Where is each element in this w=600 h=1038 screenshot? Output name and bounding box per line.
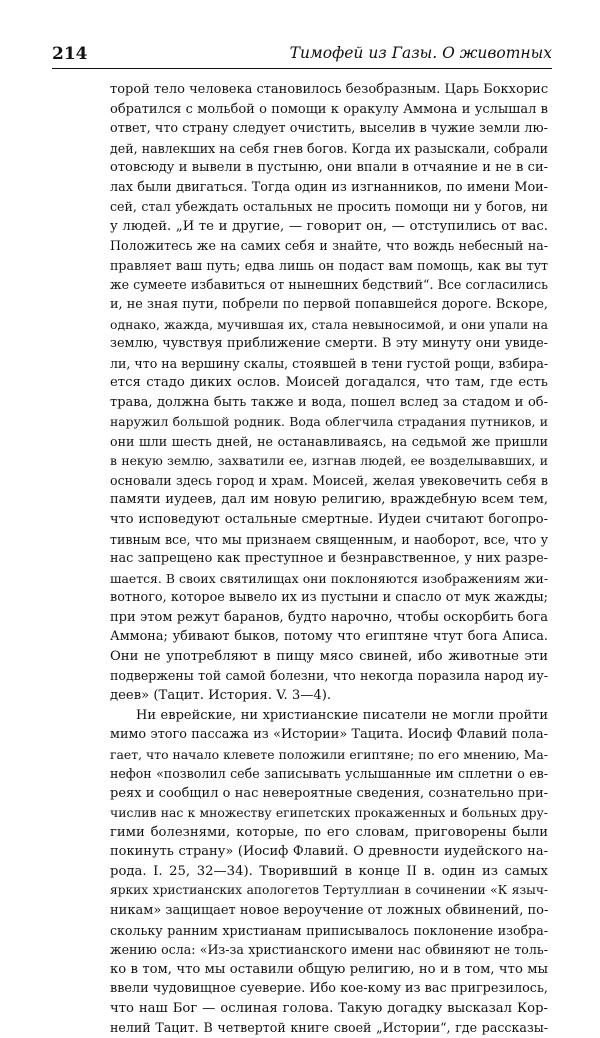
text-line: землю, чувствуя приближение смерти. В эту минуту они увиде- (110, 336, 548, 352)
text-line: покинуть страну» (Иосиф Флавий. О древности иудейского на- (110, 844, 548, 860)
text-line: однако, жажда, мучившая их, стала невыносимой, и они упали на (110, 316, 548, 332)
text-line: памяти иудеев, дал им новую религию, враждебную всем тем, (110, 492, 548, 508)
text-line: реях и сообщил о нас невероятные сведения, сознательно при- (110, 785, 548, 801)
running-title: Тимофей из Газы. О животных (289, 44, 552, 62)
text-line: ответ, что страну следует очистить, выселив в чужие земли лю- (110, 121, 548, 137)
text-line: основали здесь город и храм. Моисей, желая увековечить себя в (110, 472, 548, 488)
text-line: рода. I. 25, 32—34). Творивший в конце II в. один из самых (110, 863, 548, 879)
text-line: у людей. „И те и другие, — говорит он, — отступились от вас. (110, 218, 548, 234)
text-line: сей, стал убеждать остальных не просить помощи ни у богов, ни (110, 199, 548, 215)
text-line: числив нас к множеству египетских прокаженных и больных дру- (110, 805, 548, 821)
text-line: гими болезнями, которые, по его словам, приговорены были (110, 824, 548, 840)
text-line: тивным все, что мы признаем священным, и наоборот, все, что у (110, 531, 548, 547)
text-line: торой тело человека становилось безобразным. Царь Бокхорис (110, 82, 549, 97)
text-line: ввели чудовищное суеверие. Ибо кое-кому из вас пригрезилось, (110, 981, 548, 997)
text-line: ярких христианских апологетов Тертуллиан в сочинении «К языч- (110, 883, 548, 898)
text-line: наружил большой родник. Вода облегчила страдания путников, и (110, 414, 548, 430)
text-line: вотного, которое вывело их из пустыни и спасло от мук жажды; (110, 590, 548, 606)
text-line: ко в том, что мы оставили общую религию, но и в том, что мы (110, 961, 548, 977)
text-line: скольку ранним христианам приписывалось поклонение изобра- (110, 922, 548, 938)
text-line: в некую землю, захватили ее, изгнав людей, ее возделывавших, и (110, 453, 548, 469)
text-line: мимо этого пассажа из «Истории» Тацита. Иосиф Флавий пола- (110, 727, 548, 743)
text-line: гает, что начало клевете положили египтяне; по его мнению, Ма- (110, 746, 548, 762)
text-line: правляет ваш путь; едва лишь он подаст вам помощь, как вы тут (110, 257, 548, 273)
paragraph-start-line: Ни еврейские, ни христианские писатели не могли пройти (136, 707, 548, 723)
text-line: что наш Бог — ослиная голова. Такую догадку высказал Кор- (110, 1000, 548, 1016)
text-line: же сумеете избавиться от нынешних бедствий“. Все согласились (110, 277, 548, 293)
text-line: что исповедуют остальные смертные. Иудеи считают богопро- (110, 512, 548, 528)
text-line: нелий Тацит. В четвертой книге своей „Истории“, где рассказы- (110, 1020, 548, 1036)
text-line: нас запрещено как преступное и безнравственное, у них разре- (110, 551, 548, 567)
text-line: жению осла: «Из-за христианского имени нас обвиняют не толь- (110, 942, 548, 958)
page-number: 214 (52, 44, 88, 64)
text-line: отовсюду и вывели в пустыню, они впали в отчаяние и не в си- (110, 160, 548, 176)
body-text (110, 80, 548, 1038)
page-header (52, 42, 552, 69)
paragraph-end-line: деев» (Тацит. История. V. 3—4). (110, 687, 332, 703)
text-line: обратился с мольбой о помощи к оракулу Аммона и услышал в (110, 101, 548, 117)
text-line: Аммона; убивают быков, потому что египтяне чтут бога Аписа. (110, 629, 548, 645)
text-line: при этом режут баранов, будто нарочно, чтобы оскорбить бога (110, 609, 548, 625)
text-line: ется стадо диких ослов. Моисей догадался, что там, где есть (110, 375, 548, 391)
text-line: и, не зная пути, побрели по первой попавшейся дороге. Вскоре, (110, 297, 548, 313)
text-line: Положитесь же на самих себя и знайте, что вождь небесный на- (110, 238, 548, 254)
text-line: они шли шесть дней, не останавливаясь, на седьмой же пришли (110, 433, 548, 449)
text-line: трава, должна быть также и вода, пошел вслед за стадом и об- (110, 394, 548, 410)
text-line: Они не употребляют в пищу мясо свиней, ибо животные эти (110, 648, 548, 664)
text-line: шается. В своих святилищах они поклоняются изображениям жи- (110, 570, 548, 586)
text-line: нефон «позволил себе записывать услышанные им сплетни о ев- (110, 766, 548, 782)
text-line: никам» защищает новое вероучение от ложных обвинений, по- (110, 902, 549, 918)
text-line: лах были двигаться. Тогда один из изгнанников, по имени Мои- (110, 179, 548, 195)
text-line: ли, что на вершину скалы, стоявшей в тени густой рощи, взбира- (110, 355, 549, 371)
text-line: дей, навлекших на себя гнев богов. Когда их разыскали, собрали (110, 140, 548, 156)
text-line: подвержены той самой болезни, что некогда поразила народ иу- (110, 668, 548, 684)
